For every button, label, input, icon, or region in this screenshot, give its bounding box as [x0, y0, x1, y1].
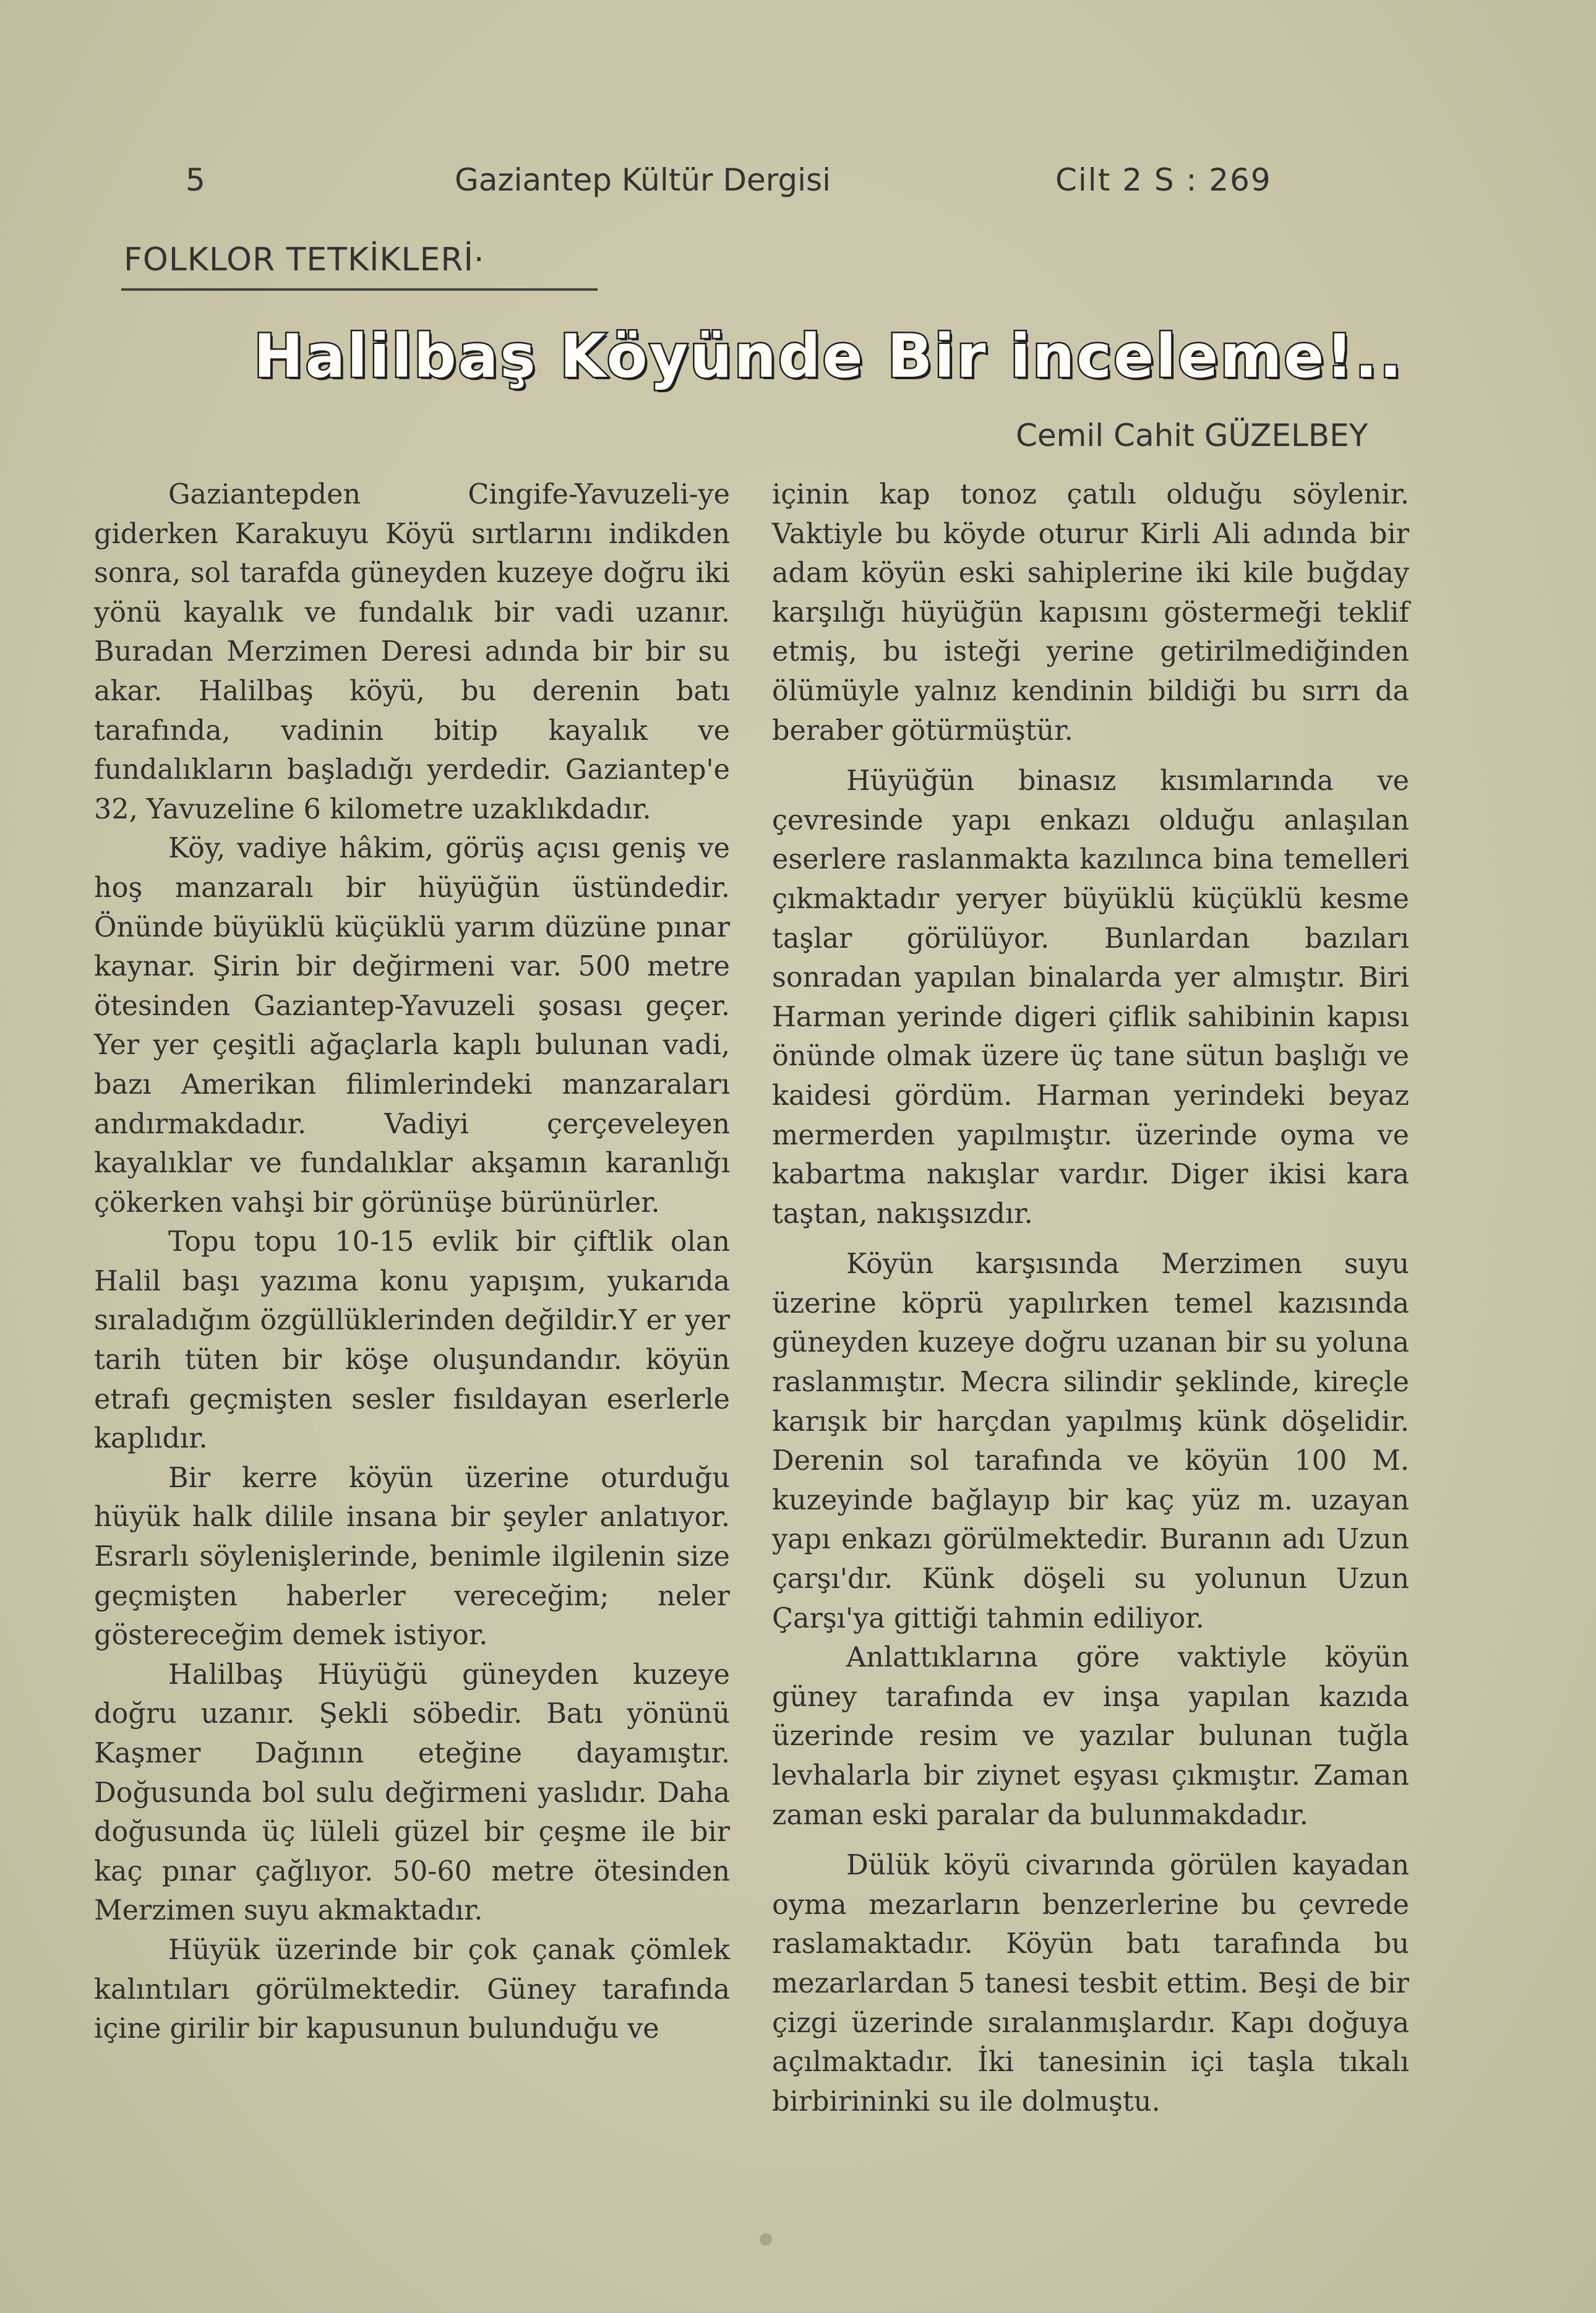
- paragraph: Köyün karşısında Merzimen suyu üzerine köprü yapılırken temel kazısında güneyden kuzeye doğru uzanan bir su yoluna raslanmıştır. Mecra silindir şeklinde, kireçle karışık bir harçdan yapılmış künk döşelidir. Derenin sol tarafında ve köyün 100 M. kuzeyinde bağlayıp bir kaç yüz m. uzayan yapı enkazı görülmektedir. Buranın adı Uzun çarşı'dır. Künk döşeli su yolunun Uzun Çarşı'ya gittiği tahmin ediliyor.: [772, 1248, 1409, 1634]
- volume-info: Cilt 2 S : 269: [1055, 162, 1272, 198]
- paragraph: Hüyük üzerinde bir çok çanak çömlek kalıntıları görülmektedir. Güney tarafında içine girilir bir kapusunun bulunduğu ve: [94, 1934, 730, 2045]
- journal-title: Gaziantep Kültür Dergisi: [455, 162, 831, 198]
- paper-stain: [760, 2233, 772, 2246]
- right-text-column: [772, 475, 1409, 2121]
- section-divider: [121, 288, 598, 291]
- left-text-column: [94, 475, 730, 2049]
- paragraph: Gaziantepden Cingife-Yavuzeli-ye giderken Karakuyu Köyü sırtlarını indikden sonra, sol tarafda güneyden kuzeye doğru iki yönü kayalık ve fundalık bir vadi uzanır. Buradan Merzimen Deresi adında bir bir su akar. Halilbaş köyü, bu derenin batı tarafında, vadinin bitip kayalık ve fundalıkların başladığı yerdedir. Gaziantep'e 32, Yavuzeline 6 kilometre uzaklıkdadır.: [94, 479, 730, 825]
- article-author: Cemil Cahit GÜZELBEY: [1016, 418, 1368, 453]
- page-number: 5: [186, 162, 205, 198]
- paragraph: Hüyüğün binasız kısımlarında ve çevresinde yapı enkazı olduğu anlaşılan eserlere raslanmakta kazılınca bina temelleri çıkmaktadır yeryer büyüklü küçüklü kesme taşlar görülüyor. Bunlardan bazıları sonradan yapılan binalarda yer almıştır. Biri Harman yerinde digeri çiflik sahibinin kapısı önünde olmak üzere üç tane sütun başlığı ve kaidesi gördüm. Harman yerindeki beyaz mermerden yapılmıştır. üzerinde oyma ve kabartma nakışlar vardır. Diger ikisi kara taştan, nakışsızdır.: [772, 765, 1409, 1230]
- paragraph: içinin kap tonoz çatılı olduğu söylenir. Vaktiyle bu köyde oturur Kirli Ali adında bir adam köyün eski sahiplerine iki kile buğday karşılığı hüyüğün kapısını göstermeği teklif etmiş, bu isteği yerine getirilmediğinden ölümüyle yalnız kendinin bildiği bu sırrı da beraber götürmüştür.: [772, 479, 1409, 747]
- paragraph: Dülük köyü civarında görülen kayadan oyma mezarların benzerlerine bu çevrede raslamaktadır. Köyün batı tarafında bu mezarlardan 5 tanesi tesbit ettim. Beşi de bir çizgi üzerinde sıralanmışlardır. Kapı doğuya açılmaktadır. İki tanesinin içi taşla tıkalı birbirininki su ile dolmuştu.: [772, 1850, 1409, 2118]
- paragraph: Bir kerre köyün üzerine oturduğu hüyük halk dilile insana bir şeyler anlatıyor. Esrarlı söylenişlerinde, benimle ilgilenin size geçmişten haberler vereceğim; neler göstereceğim demek istiyor.: [94, 1462, 730, 1652]
- section-label: FOLKLOR TETKİKLERİ·: [124, 241, 485, 278]
- article-title: Halilbaş Köyünde Bir inceleme!..: [254, 322, 1404, 391]
- paragraph: Halilbaş Hüyüğü güneyden kuzeye doğru uzanır. Şekli söbedir. Batı yönünü Kaşmer Dağının eteğine dayamıştır. Doğusunda bol sulu değirmeni yaslıdır. Daha doğusunda üç lüleli güzel bir çeşme ile bir kaç pınar çağlıyor. 50-60 metre ötesinden Merzimen suyu akmaktadır.: [94, 1659, 730, 1927]
- paragraph: Topu topu 10-15 evlik bir çiftlik olan Halil başı yazıma konu yapışım, yukarıda sıraladığım özgüllüklerinden değildir.Y er yer tarih tüten bir köşe oluşundandır. köyün etrafı geçmişten sesler fısıldayan eserlerle kaplıdır.: [94, 1226, 730, 1455]
- paragraph: Köy, vadiye hâkim, görüş açısı geniş ve hoş manzaralı bir hüyüğün üstündedir. Önünde büyüklü küçüklü yarım düzüne pınar kaynar. Şirin bir değirmeni var. 500 metre ötesinden Gaziantep-Yavuzeli şosası geçer. Yer yer çeşitli ağaçlarla kaplı bulunan vadi, bazı Amerikan filimlerindeki manzaraları andırmakdadır. Vadiyi çerçeveleyen kayalıklar ve fundalıklar akşamın karanlığı çökerken vahşi bir görünüşe bürünürler.: [94, 833, 730, 1219]
- paragraph: Anlattıklarına göre vaktiyle köyün güney tarafında ev inşa yapılan kazıda üzerinde resim ve yazılar bulunan tuğla levhalarla bir ziynet eşyası çıkmıştır. Zaman zaman eski paralar da bulunmakdadır.: [772, 1642, 1409, 1831]
